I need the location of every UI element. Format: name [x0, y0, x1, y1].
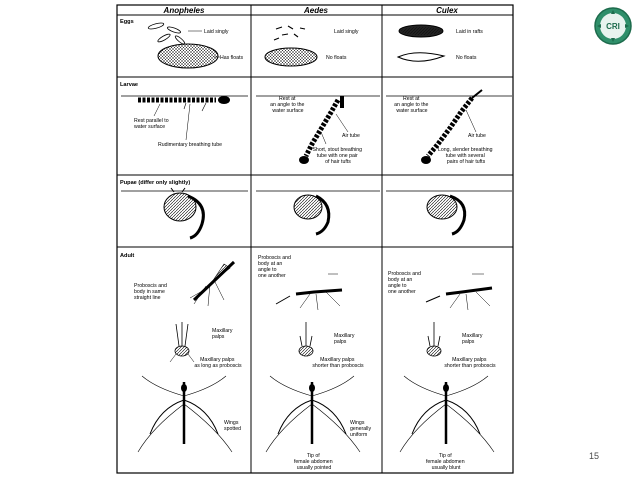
- aedes-eggs-laid: Laid singly: [334, 29, 359, 35]
- row-label-larvae: Larvae: [120, 82, 139, 88]
- aedes-adult-wings: Wings generally uniform: [350, 420, 372, 438]
- culex-resting-adult-drawing: [426, 274, 492, 310]
- aedes-pupa-drawing: [256, 191, 380, 234]
- anopheles-adult-wings: Wings spotted: [224, 420, 242, 432]
- mosquito-comparison-chart: [116, 4, 514, 474]
- culex-adult-body: Proboscis and body at an angle to one another: [388, 271, 421, 295]
- culex-larva-airtube: Air tube: [468, 133, 486, 139]
- culex-eggs-laid: Laid in rafts: [456, 29, 483, 35]
- anopheles-pupa-drawing: [121, 188, 248, 238]
- anopheles-eggs-laid: Laid singly: [204, 29, 229, 35]
- culex-larva-tube: Long, slender breathing tube with several pairs of hair tufts: [438, 147, 493, 165]
- aedes-adult-palps: Maxillary palps: [334, 333, 355, 345]
- aedes-larva-tube: Short, stout breathing tube with one pair of hair tufts: [312, 147, 363, 165]
- anopheles-larva-tube: Rudimentary breathing tube: [158, 142, 223, 148]
- anopheles-larva-rest: Rest parallel to water surface: [134, 118, 169, 130]
- culex-eggs-floats: No floats: [456, 55, 477, 61]
- column-header-culex: Culex: [436, 6, 458, 15]
- culex-pupa-drawing: [386, 191, 512, 234]
- column-header-aedes: Aedes: [303, 6, 329, 15]
- aedes-eggs-floats: No floats: [326, 55, 347, 61]
- culex-adult-palps-desc: Maxillary palps shorter than proboscis: [444, 357, 496, 369]
- culex-adult-tip: Tip of female abdomen usually blunt: [425, 453, 465, 471]
- row-label-pupae: Pupae (differ only slightly): [120, 180, 191, 186]
- anopheles-head-drawing: [170, 322, 194, 362]
- aedes-adult-palps-desc: Maxillary palps shorter than proboscis: [312, 357, 364, 369]
- anopheles-resting-adult-drawing: [190, 262, 234, 306]
- aedes-adult-body: Proboscis and body at an angle to one another: [258, 255, 291, 279]
- anopheles-adult-body: Proboscis and body in same straight line: [134, 283, 167, 301]
- culex-eggs-drawing: [398, 25, 444, 61]
- culex-head-drawing: [427, 322, 441, 356]
- comparison-diagram: [116, 4, 514, 474]
- row-label-eggs: Eggs: [120, 19, 134, 25]
- anopheles-flying-adult-drawing: [138, 376, 232, 452]
- aedes-adult-tip: Tip of female abdomen usually pointed: [293, 453, 333, 471]
- culex-flying-adult-drawing: [400, 376, 494, 452]
- row-label-adult: Adult: [120, 253, 135, 259]
- column-header-anopheles: Anopheles: [163, 6, 205, 15]
- aedes-flying-adult-drawing: [266, 376, 360, 452]
- logo-text: CRI: [606, 22, 620, 31]
- page-number: 15: [589, 451, 600, 461]
- aedes-eggs-drawing: [265, 26, 317, 66]
- aedes-head-drawing: [299, 322, 313, 356]
- aedes-larva-airtube: Air tube: [342, 133, 360, 139]
- cri-logo: [593, 6, 633, 46]
- aedes-resting-adult-drawing: [276, 274, 342, 310]
- anopheles-adult-palps-desc: Maxillary palps as long as proboscis: [194, 357, 242, 369]
- anopheles-adult-palps: Maxillary palps: [212, 328, 233, 340]
- culex-adult-palps: Maxillary palps: [462, 333, 483, 345]
- aedes-larva-rest: Rest at an angle to the water surface: [270, 96, 305, 114]
- anopheles-eggs-floats: Has floats: [220, 55, 244, 61]
- culex-larva-rest: Rest at an angle to the water surface: [394, 96, 429, 114]
